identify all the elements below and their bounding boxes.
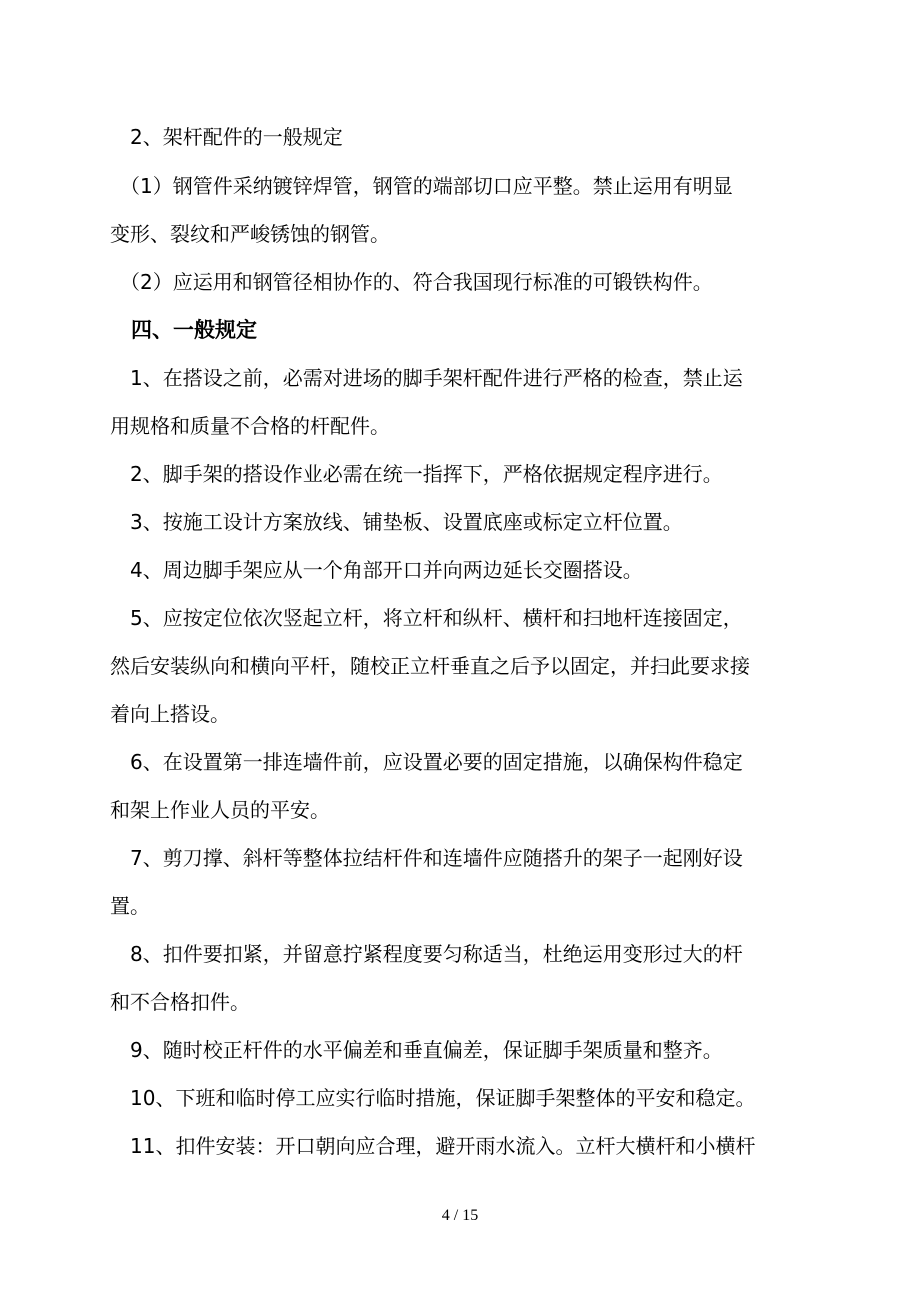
paragraph-line: 和架上作业人员的平安。 — [110, 798, 330, 822]
page-number: 4 / 15 — [441, 1207, 479, 1224]
paragraph-line: 置。 — [110, 894, 150, 918]
paragraph-line: 4、周边脚手架应从一个角部开口并向两边延长交圈搭设。 — [110, 558, 643, 582]
paragraph-line: 1、在搭设之前，必需对进场的脚手架杆配件进行严格的检查，禁止运 — [110, 366, 743, 390]
paragraph-line: （1）钢管件采纳镀锌焊管，钢管的端部切口应平整。禁止运用有明显 — [110, 174, 733, 198]
paragraph-line: 8、扣件要扣紧，并留意拧紧程度要匀称适当，杜绝运用变形过大的杆 — [110, 942, 743, 966]
paragraph-line: 3、按施工设计方案放线、铺垫板、设置底座或标定立杆位置。 — [110, 510, 683, 534]
section-subheading: 2、架杆配件的一般规定 — [110, 125, 343, 149]
paragraph-line: 6、在设置第一排连墙件前，应设置必要的固定措施，以确保构件稳定 — [110, 750, 743, 774]
paragraph-line: 2、脚手架的搭设作业必需在统一指挥下，严格依据规定程序进行。 — [110, 462, 723, 486]
paragraph-line: 和不合格扣件。 — [110, 990, 250, 1014]
paragraph-line: 10、下班和临时停工应实行临时措施，保证脚手架整体的平安和稳定。 — [110, 1086, 756, 1110]
paragraph-line: 7、剪刀撑、斜杆等整体拉结杆件和连墙件应随搭升的架子一起刚好设 — [110, 846, 743, 870]
paragraph-line: 着向上搭设。 — [110, 702, 230, 726]
paragraph-line: 9、随时校正杆件的水平偏差和垂直偏差，保证脚手架质量和整齐。 — [110, 1038, 723, 1062]
paragraph-line: 然后安装纵向和横向平杆，随校正立杆垂直之后予以固定，并扫此要求接 — [110, 654, 750, 678]
paragraph-line: 变形、裂纹和严峻锈蚀的钢管。 — [110, 222, 390, 246]
paragraph-line: 11、扣件安装：开口朝向应合理，避开雨水流入。立杆大横杆和小横杆 — [110, 1134, 756, 1158]
paragraph-line: （2）应运用和钢管径相协作的、符合我国现行标准的可锻铁构件。 — [110, 270, 713, 294]
paragraph-line: 用规格和质量不合格的杆配件。 — [110, 414, 390, 438]
section-heading: 四、一般规定 — [110, 318, 257, 342]
paragraph-line: 5、应按定位依次竖起立杆，将立杆和纵杆、横杆和扫地杆连接固定， — [110, 606, 743, 630]
